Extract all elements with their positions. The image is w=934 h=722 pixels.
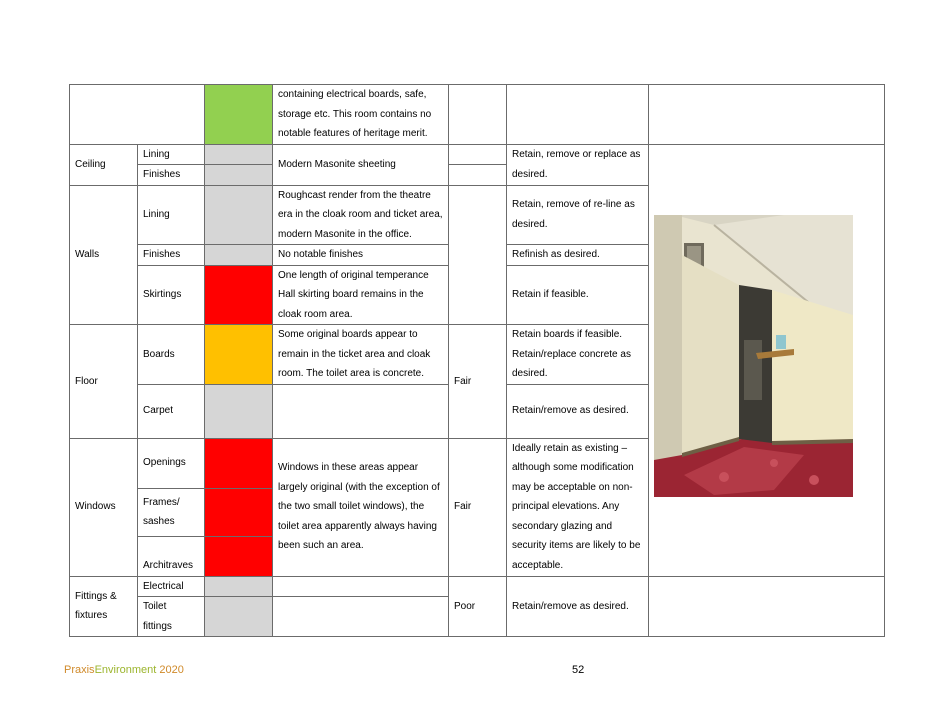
walls-skirtings-recommendation: Retain if feasible. [507,265,649,325]
significance-swatch-grey [205,576,273,597]
text-line: Some original boards appear to [278,329,418,340]
text-line: One length of original temperance [278,269,429,281]
walls-finishes-description: No notable finishes [273,245,449,266]
sub-element-toilet-fittings [138,597,205,637]
fittings-condition: Poor [449,576,507,637]
condition-cell [449,144,507,165]
element-walls: Walls [70,185,138,325]
description-cell [273,85,449,145]
windows-condition: Fair [449,438,507,576]
significance-swatch-grey [205,245,273,266]
windows-description [273,438,449,576]
footer-year: 2020 [159,664,184,676]
brand-environment: Environment [94,664,157,676]
sub-element-architraves: Architraves [138,536,205,576]
element-windows: Windows [70,438,138,576]
text-line: secondary glazing and [512,520,613,532]
sub-element-finishes: Finishes [138,165,205,186]
text-line: Retain/replace concrete as [512,348,631,360]
significance-swatch-grey [205,384,273,438]
text-line: principal elevations. Any [512,501,620,513]
footer-brand [64,664,184,676]
significance-swatch-grey [205,597,273,637]
floor-boards-recommendation [507,325,649,385]
text-line: the two small toilet windows), the [278,501,425,513]
photo-cell [649,85,885,145]
ceiling-recommendation [507,144,649,185]
text-line: toilet area apparently always having [278,520,437,532]
condition-cell [449,185,507,325]
text-line: era in the cloak room and ticket area, [278,209,443,220]
text-line: fixtures [75,610,108,622]
text-line: Retain, remove of re-line as [512,199,635,211]
element-floor: Floor [70,325,138,439]
text-line: fittings [143,620,172,632]
text-line: although some modification [512,462,634,474]
walls-finishes-recommendation: Refinish as desired. [507,245,649,266]
text-line: Retain, remove or replace as [512,149,641,160]
sub-element-skirtings: Skirtings [138,265,205,325]
brand-praxis: Praxis [64,664,95,676]
text-line: largely original (with the exception of [278,481,440,493]
page-number: 52 [572,664,585,676]
recommendation-cell [507,85,649,145]
text-line: desired. [512,368,548,379]
description-cell [273,597,449,637]
text-line: storage etc. This room contains no [278,108,432,120]
text-line: Retain boards if feasible. [512,329,623,340]
element-fittings-fixtures [70,576,138,637]
sub-element-boards: Boards [138,325,205,385]
condition-cell [449,165,507,186]
text-line: Ideally retain as existing – [512,442,628,454]
significance-swatch-red [205,488,273,536]
walls-lining-description [273,185,449,245]
text-line: modern Masonite in the office. [278,228,412,240]
text-line: been such an area. [278,540,364,552]
description-cell [273,384,449,438]
windows-recommendation [507,438,649,576]
significance-swatch-red [205,265,273,325]
floor-carpet-recommendation: Retain/remove as desired. [507,384,649,438]
sub-element-electrical: Electrical [138,576,205,597]
walls-lining-recommendation [507,185,649,245]
ceiling-description: Modern Masonite sheeting [273,144,449,185]
sub-element-openings: Openings [138,438,205,488]
text-line: notable features of heritage merit. [278,128,428,139]
heritage-assessment-table [69,84,885,637]
room-photo [654,215,853,497]
fittings-recommendation: Retain/remove as desired. [507,576,649,637]
text-line: desired. [512,168,548,180]
text-line: remain in the ticket area and cloak [278,348,431,360]
walls-skirtings-description [273,265,449,325]
text-line: containing electrical boards, safe, [278,89,427,100]
significance-swatch-grey [205,165,273,186]
empty-cell [70,85,205,145]
text-line: acceptable. [512,559,564,571]
empty-photo-cell [649,576,885,637]
text-line: room. The toilet area is concrete. [278,368,424,379]
text-line: Windows in these areas appear [278,462,419,474]
floor-condition: Fair [449,325,507,439]
significance-swatch-green [205,85,273,145]
sub-element-lining: Lining [138,185,205,245]
significance-swatch-grey [205,185,273,245]
sub-element-carpet: Carpet [138,384,205,438]
table-row [70,85,885,145]
description-cell [273,576,449,597]
significance-swatch-amber [205,325,273,385]
text-line: security items are likely to be [512,540,641,552]
text-line: sashes [143,516,175,527]
condition-cell [449,85,507,145]
table-row [70,576,885,597]
text-line: cloak room area. [278,308,353,320]
text-line: desired. [512,218,548,230]
sub-element-finishes: Finishes [138,245,205,266]
text-line: Hall skirting board remains in the [278,289,424,300]
floor-boards-description [273,325,449,385]
significance-swatch-red [205,536,273,576]
element-ceiling: Ceiling [70,144,138,185]
photo-cell [649,144,885,576]
text-line: Frames/ [143,496,180,508]
sub-element-lining: Lining [138,144,205,165]
text-line: Toilet [143,601,167,612]
text-line: Roughcast render from the theatre [278,189,431,201]
significance-swatch-red [205,438,273,488]
text-line: Fittings & [75,590,117,602]
table-row [70,144,885,165]
sub-element-frames-sashes [138,488,205,536]
text-line: may be acceptable on non- [512,481,633,493]
significance-swatch-grey [205,144,273,165]
